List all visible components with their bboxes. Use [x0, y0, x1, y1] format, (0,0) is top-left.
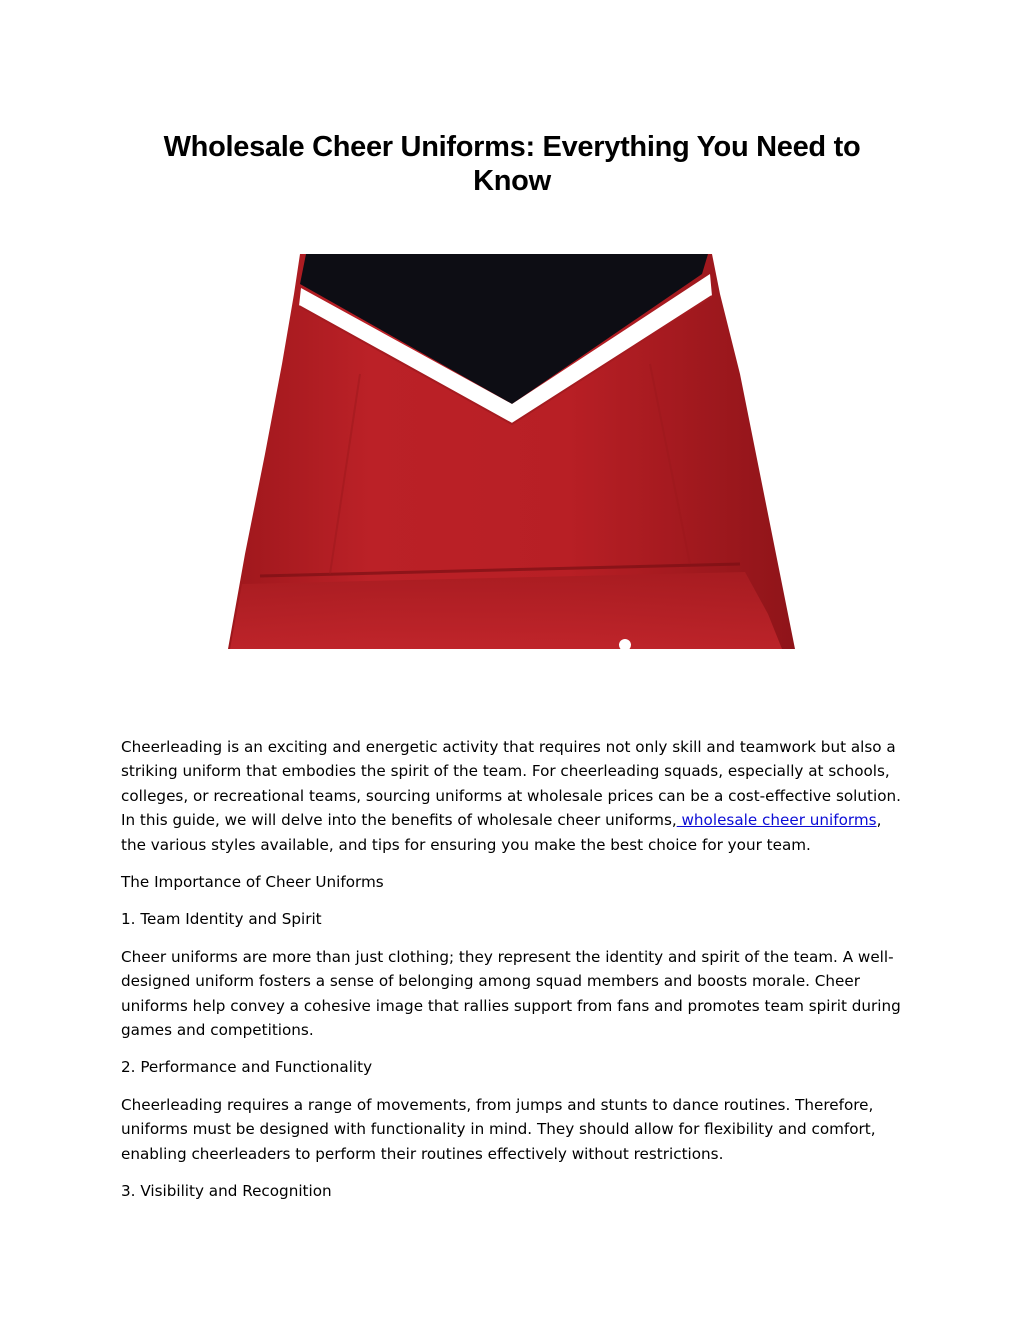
document-title: Wholesale Cheer Uniforms: Everything You Need to Know	[163, 131, 861, 197]
point2-paragraph: Cheerleading requires a range of movements, from jumps and stunts to dance routines. Therefore, uniforms must be designed with functionality in mind. They should allow for flexibility and comfort, enabling cheerleaders to perform their routines effectively without restrictions.	[121, 1095, 876, 1163]
section-heading: The Importance of Cheer Uniforms	[121, 873, 384, 892]
intro-paragraph	[121, 735, 911, 857]
cheer-uniform-image	[220, 254, 795, 649]
wholesale-cheer-uniforms-link[interactable]: wholesale cheer uniforms	[676, 811, 877, 830]
point2-heading: 2. Performance and Functionality	[121, 1058, 373, 1077]
point1-heading: 1. Team Identity and Spirit	[121, 910, 322, 929]
intro-text-end: , the various styles available, and tips for ensuring you make the best choice for your team.	[121, 811, 882, 854]
intro-text-start: Cheerleading is an exciting and energetic activity that requires not only skill and teamwork but also a striking uniform that embodies the spirit of the team. For cheerleading squads, especially at schools, colleges, or recreational teams, sourcing uniforms at wholesale prices can be a cost-effective solution. In this guide, we will delve into the benefits of wholesale cheer uniforms,	[121, 738, 901, 830]
point1-paragraph: Cheer uniforms are more than just clothing; they represent the identity and spirit of the team. A well-designed uniform fosters a sense of belonging among squad members and boosts morale. Cheer uniforms help convey a cohesive image that rallies support from fans and promotes team spirit during games and competitions.	[121, 947, 901, 1040]
document-body	[121, 735, 911, 1217]
point3-heading: 3. Visibility and Recognition	[121, 1182, 332, 1201]
